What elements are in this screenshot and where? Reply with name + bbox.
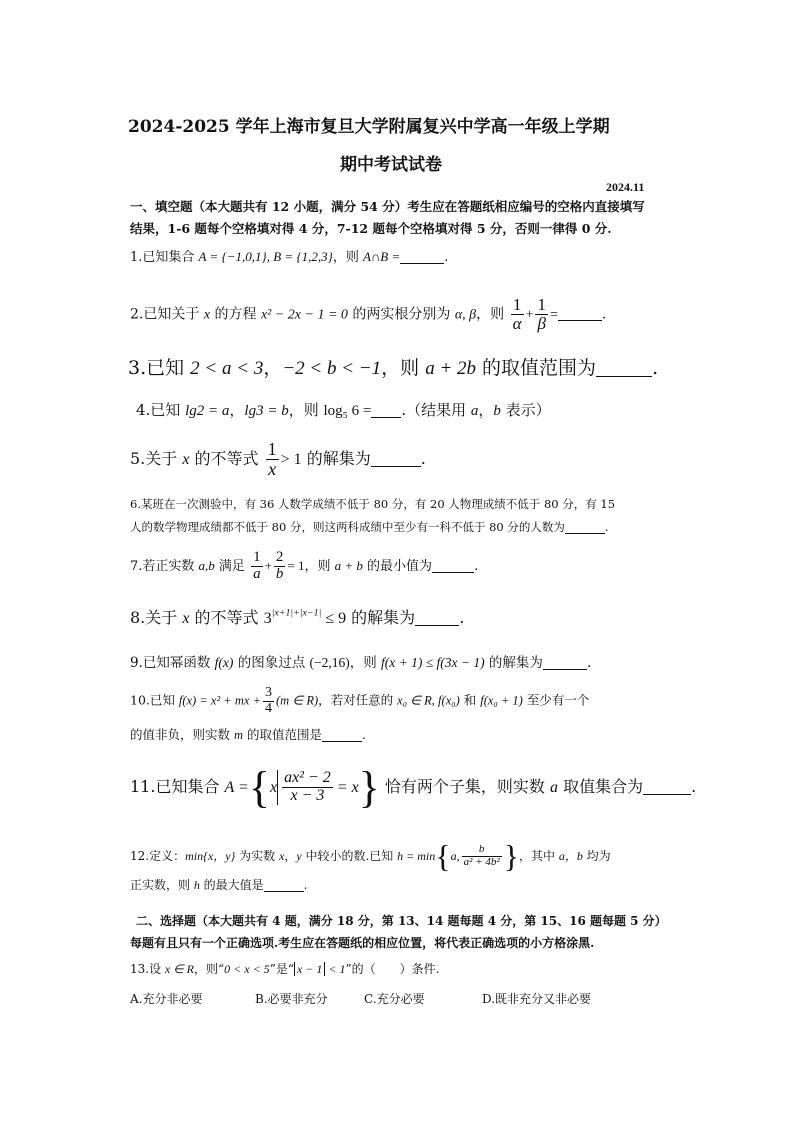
exam-title: 2024-2025 学年上海市复旦大学附属复兴中学高一年级上学期 (128, 117, 610, 137)
fraction: $\frac{1}{x}$ (267, 439, 277, 479)
exam-subtitle: 期中考试试卷 (340, 155, 442, 175)
answer-blank (415, 609, 459, 626)
right-brace: } (503, 838, 519, 874)
left-brace: { (435, 838, 451, 874)
question-12: 12.定义：min{x，y} 为实数 x，y 中较小的数.已知 h = min{a, $\frac{b}{\text{a² + 4b²}}$ }，其中 a，b 均为 (130, 838, 611, 874)
answer-blank (264, 879, 304, 892)
fraction: $\frac{1}{a}$ (253, 549, 261, 582)
fraction: $\frac{b}{\text{a² + 4b²}}$ (463, 843, 500, 868)
answer-blank (371, 402, 401, 418)
fraction: $\frac{1}{\beta}$ (537, 295, 546, 333)
question-3: 3.已知 2 < a < 3，−2 < b < −1，则 a + 2b 的取值范围为 . (128, 357, 659, 379)
section1-heading-2: 结果，1-6 题每个空格填对得 4 分，7-12 题每个空格填对得 5 分，否则一律得 0 分. (130, 221, 612, 236)
answer-blank (322, 729, 362, 743)
section1-heading: 一、填空题（本大题共有 12 小题，满分 54 分）考生应在答题纸相应编号的空格内直接填写 (130, 199, 645, 214)
question-4: 4.已知 lg2 = a，lg3 = b，则 log₅ 6 = .（结果用 a，b 表示） (136, 401, 551, 419)
option-c[interactable]: C.充分必要 (364, 992, 425, 1006)
left-brace: { (248, 763, 270, 812)
question-7: 7.若正实数 a,b 满足 $\frac{1}{a}$ + $\frac{2}{b}$ = 1，则 a + b 的最小值为 . (130, 549, 479, 582)
question-6: 6.某班在一次测验中，有 36 人数学成绩不低于 80 分，有 20 人物理成绩不低于 80 分，有 15 (130, 497, 616, 511)
option-d[interactable]: D.既非充分又非必要 (482, 992, 592, 1006)
answer-blank (432, 559, 474, 573)
answer-blank (371, 450, 421, 467)
answer-blank (543, 656, 587, 671)
section2-heading: 二、选择题（本大题共有 4 题，满分 18 分，第 13、14 题每题 4 分，第 15、16 题每题 5 分） (136, 914, 667, 928)
answer-blank (565, 522, 605, 535)
answer-blank (643, 778, 691, 795)
question-8: 8.关于 x 的不等式 $3^{|x+1|+|x-1|} \le 9$ 的解集为 . (130, 607, 465, 627)
fraction: $\frac{2}{b}$ (275, 549, 284, 582)
fraction: $\frac{3}{4}$ (265, 685, 273, 716)
answer-blank (400, 250, 444, 264)
fraction: $\frac{1}{\alpha}$ (512, 295, 522, 333)
question-13: 13.设 x ∈ R，则“0 < x < 5”是“ x − 1 < 1”的（ ）条件. (130, 962, 440, 976)
question-12-line2: 正实数，则 h 的最大值是 . (130, 878, 308, 892)
question-10: 10.已知 f(x) = x² + mx + $\frac{3}{4}$ (m ∈ R)，若对任意的 x₀ ∈ R, f(x₀) 和 f(x₀ + 1) 至少有一个 (130, 685, 590, 716)
question-11: 11.已知集合 A ={x $\frac{\text{ax² − 2}}{x - 3}$ = x} 恰有两个子集，则实数 a 取值集合为 . (130, 763, 697, 812)
question-10-line2: 的值非负，则实数 m 的取值范围是 . (130, 727, 366, 742)
question-9: 9.已知幂函数 f(x) 的图象过点 (−2,16)，则 f(x + 1) ≤ f(3x − 1) 的解集为 . (130, 655, 592, 671)
answer-blank (596, 357, 652, 377)
question-6-line2: 人的数学物理成绩都不低于 80 分，则这两科成绩中至少有一科不低于 80 分的人数为 . (130, 520, 609, 534)
exam-date: 2024.11 (606, 180, 645, 194)
option-a[interactable]: A.充分非必要 (130, 992, 203, 1006)
section2-heading-2: 每题有且只有一个正确选项.考生应在答题纸的相应位置，将代表正确选项的小方格涂黑. (130, 936, 595, 950)
option-b[interactable]: B.必要非充分 (255, 992, 328, 1006)
answer-blank (558, 306, 602, 321)
question-2: 2.已知关于 x 的方程 x² − 2x − 1 = 0 的两实根分别为 α, β，则 $\frac{1}{\alpha}$ + $\frac{1}{\beta}$ = . (130, 295, 607, 333)
condition-bar (277, 770, 337, 805)
question-1: 1.已知集合 A = {−1,0,1}, B = {1,2,3}，则 A∩B = . (130, 249, 449, 265)
fraction: $\frac{\text{ax² − 2}}{x - 3}$ (284, 769, 331, 804)
question-5: 5.关于 x 的不等式 $\frac{1}{x}$ > 1 的解集为 . (130, 439, 426, 479)
right-brace: } (358, 763, 380, 812)
